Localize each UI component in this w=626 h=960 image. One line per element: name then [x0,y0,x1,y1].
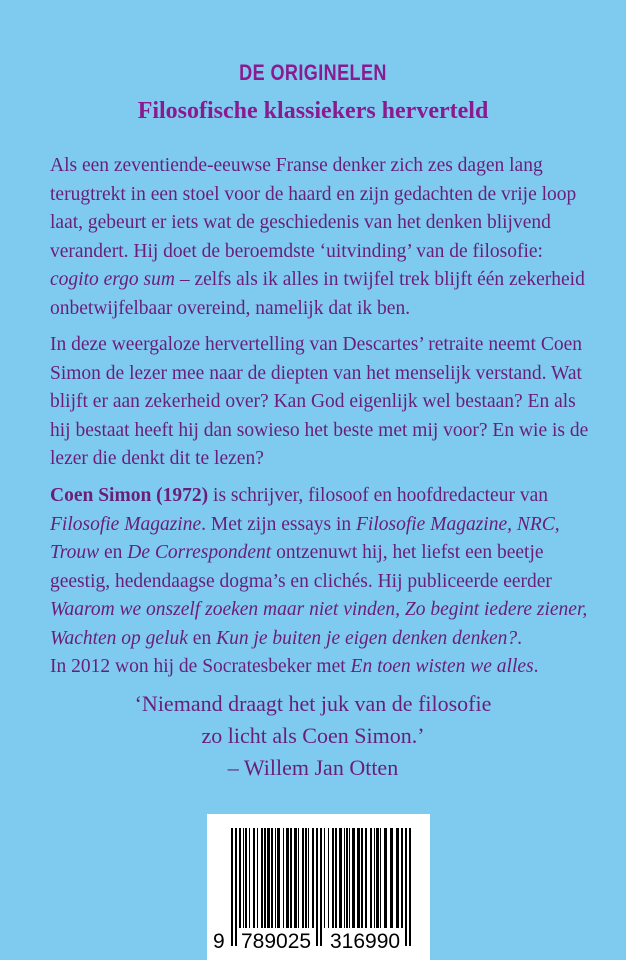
barcode-bar [352,828,355,928]
barcode-bar [283,828,284,928]
book-title: Kun je buiten je eigen denken denken? [216,627,518,649]
barcode-bar [290,828,292,928]
author-name: Coen Simon (1972) [50,485,209,506]
barcode-bar [249,828,250,928]
bio-text: . [533,656,539,677]
barcode-bar [324,828,325,928]
barcode-bar [298,828,299,928]
barcode-bar [365,828,367,928]
review-quote [0,688,626,784]
barcode-bar [396,828,399,928]
barcode-bar [390,828,393,928]
magazine-title: Filosofie Magazine [50,513,202,535]
bio-text: In 2012 won hij de Socratesbeker met [50,656,351,677]
barcode-bar [312,828,314,928]
series-title: DE ORIGINELEN [239,60,387,85]
bio-text: en [187,627,217,649]
author-bio [50,482,590,682]
barcode-bar [328,828,329,928]
blurb-paragraph-2: In deze weergaloze hervertelling van Descartes’ retraite neemt Coen Simon de lezer mee naar de diepten van het menselijk verstand. Wat blijft er aan zekerheid over? Kan God eigenlijk wel bestaan? En als hij bestaat heeft hij dan sowieso het beste met mij voor? En wie is de lezer die denkt dit te lezen? [50,334,589,469]
award-book-title: En toen wisten we alles [350,656,534,677]
publications-list: Filosofie Magazine, NRC, Trouw [50,513,560,563]
bio-text: . [517,627,523,649]
barcode-bar [239,828,241,928]
barcode-bar [316,828,318,946]
barcode-bar [277,828,280,928]
barcode-bar [257,828,258,928]
barcode-bar [305,828,307,928]
barcode-bar [335,828,337,928]
barcode-bar [344,828,345,928]
barcode-bar [380,828,381,928]
barcode-bar [308,828,309,928]
barcode-bar [245,828,247,928]
barcode-bar [349,828,350,928]
isbn-number [207,930,430,956]
barcode-bar [267,828,270,928]
barcode-bar [253,828,255,928]
publication-title: De Correspondent [127,542,272,563]
barcode-bar [409,828,411,946]
isbn-group-2: 316990 [330,930,401,953]
bio-text: ontzenuwt hij, het liefst een beetje geestig, hedendaagse dogma’s en clichés. Hij publiceerde eerder [50,542,552,592]
barcode-bar [346,828,348,928]
isbn-barcode [207,814,430,960]
barcode-bar [286,828,289,928]
barcode-bar [361,828,363,928]
barcode-bar [357,828,360,928]
isbn-first-digit: 9 [213,930,225,953]
barcode-bar [271,828,273,928]
blurb-paragraph-1 [50,152,590,323]
quote-attribution: – Willem Jan Otten [227,755,399,780]
barcode-bar [401,828,403,928]
bio-text: en [99,542,128,563]
barcode-bar [332,828,334,928]
barcode-bar [384,828,387,928]
barcode-bar [370,828,372,928]
barcode-bar [235,828,237,946]
barcode-bar [294,828,297,928]
barcode-bar [374,828,375,928]
series-subtitle: Filosofische klassiekers herverteld [137,98,489,124]
barcode-bar [405,828,407,946]
barcode-bar [339,828,342,928]
barcode-bar [320,828,322,946]
latin-phrase: cogito ergo sum [50,269,175,290]
quote-line-2: zo licht als Coen Simon.’ [201,723,425,748]
barcode-bar [243,828,244,928]
bio-text: . Met zijn essays in [201,513,357,535]
bio-text: is schrijver, filosoof en hoofdredacteur van [208,485,548,506]
book-titles: Waarom we onszelf zoeken maar niet vinden, Zo begint iedere ziener, Wachten op geluk [50,599,588,649]
barcode-bar [275,828,276,928]
barcode-bar [302,828,304,928]
barcode-bar [264,828,266,928]
quote-line-1: ‘Niemand draagt het juk van de filosofie [134,691,492,716]
barcode-bar [231,828,233,946]
isbn-group-1: 789025 [241,930,312,953]
blurb-intro-text: Als een zeventiende-eeuwse Franse denker zich zes dagen lang terugtrekt in een stoel voor de haard en zijn gedachten de vrije loop laat, gebeurt er iets wat de geschiedenis van het denken blijvend verandert. Hij doet de beroemdste ‘uitvinding’ van de filosofie: [50,155,577,262]
blurb-rest-text: – zelfs als ik alles in twijfel trek blijft één zekerheid onbetwijfelbaar overeind, namelijk dat ik ben. [50,269,585,319]
barcode-bar [376,828,379,928]
barcode-bar [261,828,263,928]
